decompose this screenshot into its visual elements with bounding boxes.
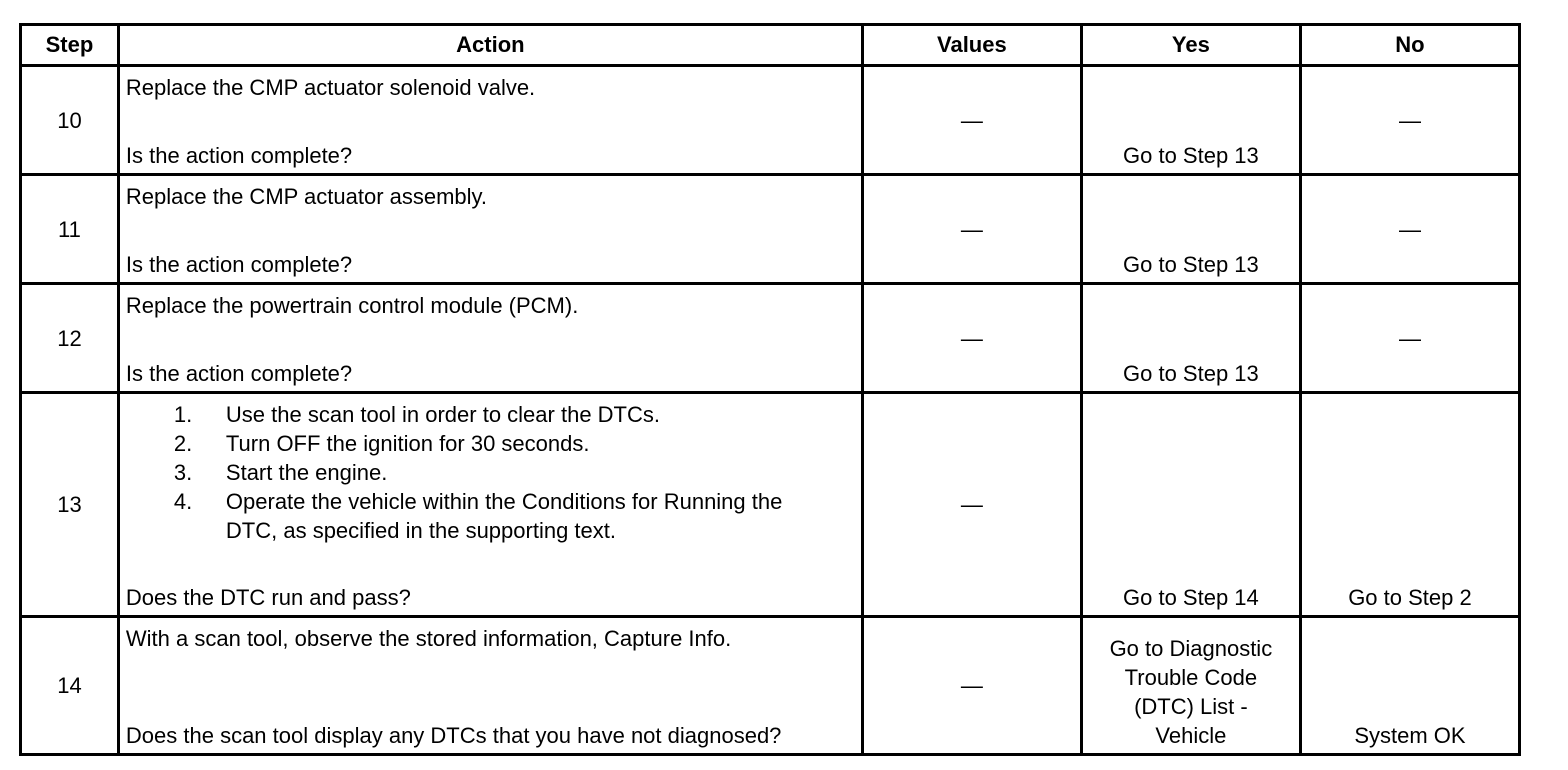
table-row [21,617,1520,755]
action-question: Is the action complete? [125,252,353,277]
yes-result: Go to Step 13 [1081,284,1300,393]
action-question: Is the action complete? [125,361,353,386]
action-question: Does the scan tool display any DTCs that you have not diagnosed? [125,723,782,748]
action-text: Replace the powertrain control module (PCM). [125,293,579,318]
no-result: — [1300,175,1519,284]
no-result: — [1300,66,1519,175]
header-step: Step [21,25,119,66]
substep-item [174,429,855,458]
action-cell [118,393,862,617]
yes-result: Go to Diagnostic Trouble Code (DTC) List - Vehicle [1081,617,1300,755]
diagnostic-table [19,23,1521,756]
yes-result: Go to Step 14 [1081,393,1300,617]
values-cell: — [862,284,1081,393]
action-text: With a scan tool, observe the stored information, Capture Info. [125,626,732,651]
yes-result: Go to Step 13 [1081,175,1300,284]
header-no: No [1300,25,1519,66]
table-row [21,284,1520,393]
table-row [21,175,1520,284]
no-result: Go to Step 2 [1300,393,1519,617]
table-row [21,66,1520,175]
header-values: Values [862,25,1081,66]
substep-text: Turn OFF the ignition for 30 seconds. [225,431,590,456]
action-question: Is the action complete? [125,143,353,168]
yes-result: Go to Step 13 [1081,66,1300,175]
substep-text: Use the scan tool in order to clear the DTCs. [225,402,660,427]
values-cell: — [862,617,1081,755]
substep-number: 1. [173,402,193,427]
substep-item [174,487,855,545]
step-number: 10 [21,66,119,175]
no-result: System OK [1300,617,1519,755]
action-cell [118,175,862,284]
action-cell [118,284,862,393]
header-action: Action [118,25,862,66]
no-result: — [1300,284,1519,393]
substep-number: 4. [173,489,193,514]
substep-item [174,400,855,429]
step-number: 12 [21,284,119,393]
action-question: Does the DTC run and pass? [125,585,411,610]
substep-list [126,400,855,545]
header-yes: Yes [1081,25,1300,66]
values-cell: — [862,393,1081,617]
action-cell [118,617,862,755]
substep-text: Operate the vehicle within the Conditions for Running the DTC, as specified in the supporting text. [225,489,783,543]
action-cell [118,66,862,175]
action-text: Replace the CMP actuator assembly. [125,184,488,209]
values-cell: — [862,175,1081,284]
values-cell: — [862,66,1081,175]
step-number: 14 [21,617,119,755]
substep-number: 2. [173,431,193,456]
step-number: 11 [21,175,119,284]
action-text: Replace the CMP actuator solenoid valve. [125,75,536,100]
substep-item [174,458,855,487]
step-number: 13 [21,393,119,617]
substep-number: 3. [173,460,193,485]
header-row [21,25,1520,66]
substep-text: Start the engine. [225,460,388,485]
table-row [21,393,1520,617]
